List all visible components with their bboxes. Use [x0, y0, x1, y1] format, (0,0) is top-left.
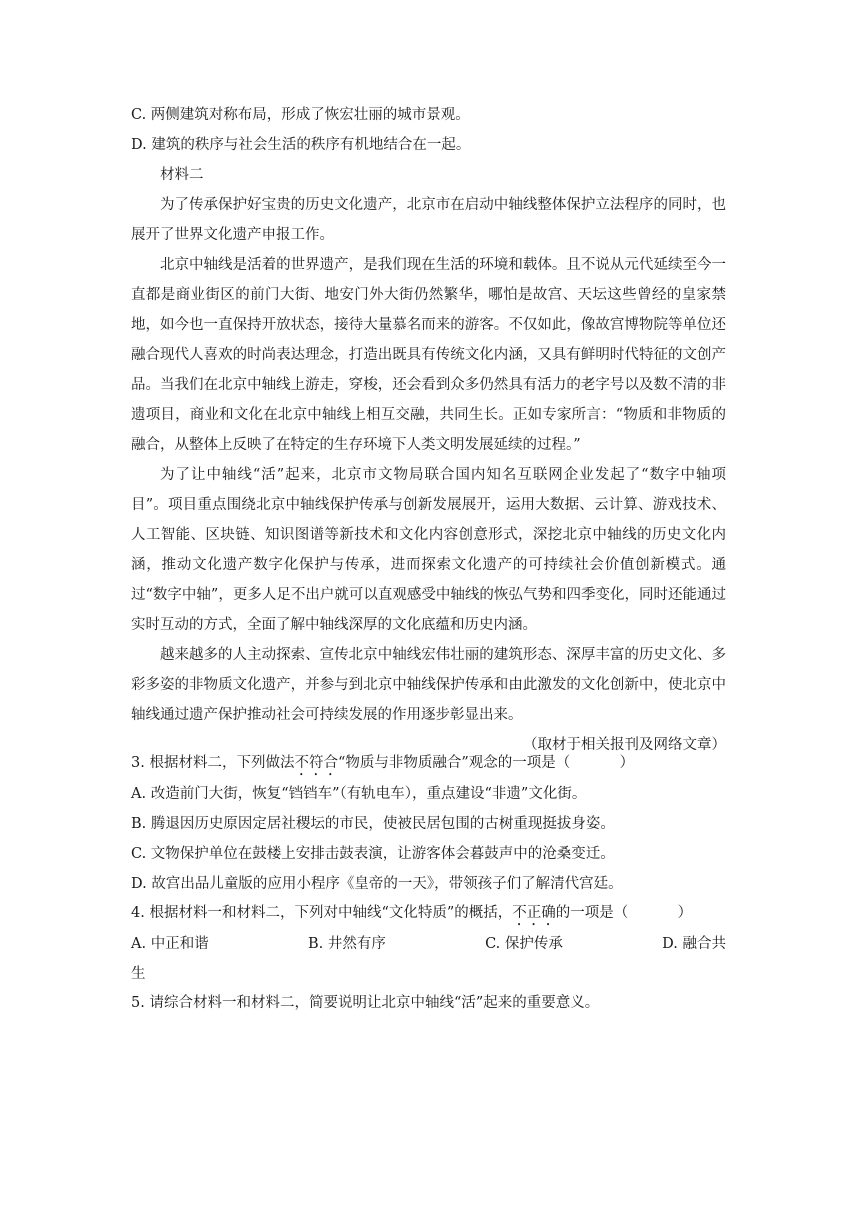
question-4-emphasis: 不正确	[512, 905, 556, 921]
question-5-stem: 5. 请综合材料一和材料二，简要说明让北京中轴线“活”起来的重要意义。	[131, 995, 600, 1011]
question-4-close: ）	[677, 905, 693, 921]
question-4-stem-after: 的一项是（	[555, 905, 629, 921]
question-4-option-b: B. 井然有序	[307, 936, 386, 952]
question-4-stem-before: 4. 根据材料一和材料二，下列对中轴线“文化特质”的概括，	[131, 905, 513, 921]
material1-options-tail	[131, 100, 726, 160]
question-4-stem	[131, 898, 726, 929]
material2-source: （取材于相关报刊及网络文章）	[523, 737, 726, 753]
option-c: C. 两侧建筑对称布局，形成了恢宏壮丽的城市景观。	[131, 107, 470, 123]
question-3-close: ）	[619, 755, 635, 771]
question-4-options	[131, 929, 726, 959]
question-3-option-a: A. 改造前门大街，恢复“铛铛车”（有轨电车），重点建设“非遗”文化街。	[131, 786, 587, 802]
question-3-option-c: C. 文物保护单位在鼓楼上安排击鼓表演，让游客体会暮鼓声中的沧桑变迁。	[131, 846, 615, 862]
option-d: D. 建筑的秩序与社会生活的秩序有机地结合在一起。	[131, 137, 471, 153]
material2-heading: 材料二	[160, 167, 204, 183]
question-4-option-d: D. 融合共	[662, 936, 726, 952]
question-4-option-c: C. 保护传承	[485, 936, 563, 952]
question-3-stem	[131, 748, 726, 779]
question-3-stem-before: 3. 根据材料二，下列做法	[131, 755, 295, 771]
question-3-option-b: B. 腾退因历史原因定居社稷坛的市民，使被民居包围的古树重现挺拔身姿。	[131, 816, 615, 832]
question-3-option-d: D. 故宫出品儿童版的应用小程序《皇帝的一天》，带领孩子们了解清代宫廷。	[131, 876, 623, 892]
material2	[131, 160, 726, 760]
material2-paragraph-2: 北京中轴线是活着的世界遗产，是我们现在生活的环境和载体。且不说从元代延续至今一直都是商业街区的前门大街、地安门外大街仍然繁华，哪怕是故宫、天坛这些曾经的皇家禁地，如今也一直保持开放状态，接待大量慕名而来的游客。不仅如此，像故宫博物院等单位还融合现代人喜欢的时尚表达理念，打造出既具有传统文化内涵，又具有鲜明时代特征的文创产品。当我们在北京中轴线上游走，穿梭，还会看到众多仍然具有活力的老字号以及数不清的非遗项目，商业和文化在北京中轴线上相互交融，共同生长。正如专家所言：“物质和非物质的融合，从整体上反映了在特定的生存环境下人类文明发展延续的过程。”	[131, 257, 726, 453]
material2-paragraph-4: 越来越多的人主动探索、宣传北京中轴线宏伟壮丽的建筑形态、深厚丰富的历史文化、多彩多姿的非物质文化遗产，并参与到北京中轴线保护传承和由此激发的文化创新中，使北京中轴线通过遗产保护推动社会可持续发展的作用逐步彰显出来。	[131, 647, 726, 723]
question-3-emphasis: 不符合	[294, 755, 338, 771]
question-4-option-d-wrap: 生	[131, 966, 146, 982]
material2-paragraph-3: 为了让中轴线“活”起来，北京市文物局联合国内知名互联网企业发起了“数字中轴项目”。项目重点围绕北京中轴线保护传承与创新发展展开，运用大数据、云计算、游戏技术、人工智能、区块链、知识图谱等新技术和文化内容创意形式，深挖北京中轴线的历史文化内涵，推动文化遗产数字化保护与传承，进而探索文化遗产的可持续社会价值创新模式。通过“数字中轴”，更多人足不出户就可以直观感受中轴线的恢弘气势和四季变化，同时还能通过实时互动的方式，全面了解中轴线深厚的文化底蕴和历史内涵。	[131, 467, 726, 633]
question-5	[131, 988, 726, 1018]
question-3	[131, 748, 726, 899]
question-3-stem-after: “物质与非物质融合”观念的一项是（	[337, 755, 571, 771]
material2-paragraph-1: 为了传承保护好宝贵的历史文化遗产，北京市在启动中轴线整体保护立法程序的同时，也展开了世界文化遗产申报工作。	[131, 197, 726, 243]
question-4-option-a: A. 中正和谐	[131, 936, 209, 952]
question-4	[131, 898, 726, 989]
